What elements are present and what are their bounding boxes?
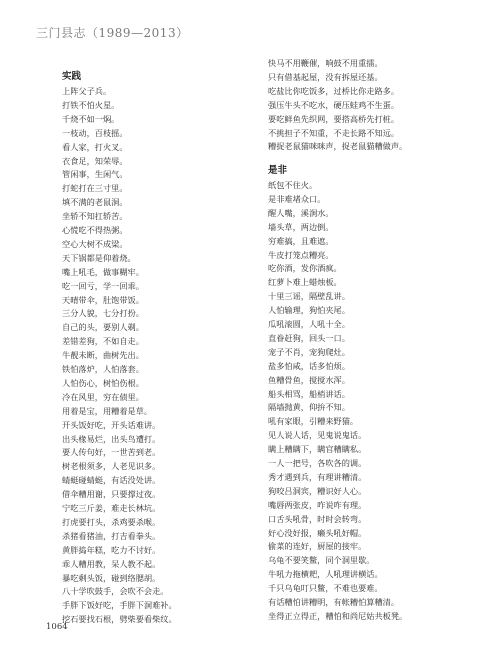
- proverb-line: 宠子不肖，宠狗爬灶。: [268, 346, 350, 357]
- proverb-line: 好心没好报，癞头吼好帽。: [268, 527, 367, 538]
- proverb-line: 有话糟怕讲糟明，有帐糟怕算糟清。: [268, 597, 400, 607]
- proverb-line: 黄胖捣年糕，吃力不讨好。: [62, 544, 161, 555]
- proverb-line: 手胖下饭好吃，手胖下洞难补。: [62, 600, 177, 611]
- proverb-line: 出头椽易烂，出头鸟遭打。: [62, 433, 161, 444]
- proverb-line: 挖石要找石根，劈柴要看柴纹。: [62, 614, 177, 625]
- section-heading-shijian: 实践: [62, 71, 82, 82]
- proverb-line: 打蛇打在三寸里。: [62, 183, 128, 194]
- proverb-line: 要吃鲜鱼先织网，要搭高桥先打桩。: [268, 113, 400, 124]
- proverb-line: 自己的头，要别人剃。: [62, 322, 144, 333]
- proverb-line: 人怕输理，狗怕夹尾。: [268, 305, 350, 316]
- proverb-line: 穷难搞，且难遮。: [268, 235, 334, 246]
- proverb-line: 吃盐比你吃饭多，过桥比你走路多。: [268, 85, 400, 96]
- proverb-line: 人怕伤心，树怕伤根。: [62, 377, 144, 388]
- proverb-line: 管闲事，生闲气。: [62, 169, 128, 180]
- section-heading-shifei: 是非: [268, 165, 288, 176]
- proverb-line: 冷在风里，穷在债里。: [62, 391, 144, 402]
- proverb-line: 墙头草，两边倒。: [268, 221, 334, 232]
- proverb-line: 天晴带伞，肚饱带饭。: [62, 294, 144, 305]
- proverb-line: 醒人嘴，溪涧水。: [268, 207, 334, 218]
- proverb-line: 打虎要打头，杀鸡要杀喉。: [62, 516, 161, 527]
- proverb-line: 吼有家眼，引糟来野猫。: [268, 416, 359, 427]
- proverb-line: 看人家，打火叉。: [62, 141, 128, 152]
- proverb-line: 上阵父子兵。: [62, 86, 112, 96]
- proverb-line: 纸包不住火。: [268, 180, 318, 190]
- proverb-line: 吃一回亏，学一回乖。: [62, 280, 144, 291]
- proverb-line: 盐多怕咸，话多怕烦。: [268, 360, 350, 371]
- proverb-line: 打铁不怕火星。: [62, 99, 120, 110]
- proverb-line: 杀猪看猪油，打吉看拳头。: [62, 530, 161, 541]
- proverb-line: 牛靓未断，曲树先出。: [62, 350, 144, 361]
- proverb-line: 瓜吼滚圆，人吼十全。: [268, 319, 350, 329]
- proverb-line: 牛皮打笼点糟亮。: [268, 249, 334, 260]
- book-header-title: 三门县志（1989—2013）: [36, 26, 189, 40]
- proverb-line: 秀才遇到兵，有理讲糟清。: [268, 471, 367, 482]
- proverb-line: 隔墙抛黄，仰拚不知。: [268, 402, 350, 413]
- proverb-line: 嘴上吼毛，做事糊牢。: [62, 266, 144, 277]
- proverb-line: 填不满的老鼠洞。: [62, 197, 128, 208]
- proverb-line: 要人传句好，一世苦到老。: [62, 447, 161, 458]
- proverb-line: 嘴唇两张皮，咋说咋有理。: [268, 499, 367, 510]
- proverb-line: 见人说人话，见鬼说鬼话。: [268, 430, 367, 441]
- proverb-line: 衣食足，知荣辱。: [62, 155, 128, 166]
- proverb-line: 坐得正立得正，糟怕和尚尼姑共板凳。: [268, 610, 408, 621]
- proverb-line: 糟捉老鼠猫咪咪声，捉老鼠猫糟做声。: [268, 141, 408, 152]
- proverb-line: 用着是宝，用糟着是草。: [62, 405, 153, 416]
- proverb-line: 乖人糟用教，呆人教不起。: [62, 558, 161, 569]
- proverb-line: 一人一把号，各吹各的调。: [268, 458, 367, 468]
- proverb-line: 一枝动，百枝摇。: [62, 127, 128, 138]
- proverb-line: 空心大树不成梁。: [62, 238, 128, 249]
- proverb-line: 口舌头吼骨，时时会转弯。: [268, 513, 367, 524]
- proverb-line: 开头饭好吃，开头话难讲。: [62, 419, 161, 430]
- proverb-line: 乌龟不要笑鳖，同个洞里歇。: [268, 555, 375, 566]
- proverb-line: 差错差狗，不如自走。: [62, 336, 144, 347]
- proverb-line: 十里三谣，隔壁乱讲。: [268, 291, 350, 302]
- proverb-line: 暴吃剩头饭，碰到络腮胡。: [62, 572, 161, 583]
- proverb-line: 只有借基起屋，没有拆屋还基。: [268, 71, 383, 82]
- proverb-line: 千只乌龟叮只鳖，不难也要难。: [268, 583, 383, 594]
- proverb-line: 宁吃三斤姜，难走长林坑。: [62, 503, 161, 513]
- proverb-line: 鱼糟骨鱼，搅搅水浑。: [268, 374, 350, 385]
- proverb-line: 天下锅都是仰着烧。: [62, 252, 136, 263]
- proverb-line: 千烧不如一焖。: [62, 113, 120, 124]
- proverb-line: 树老根须多，人老见识多。: [62, 461, 161, 472]
- proverb-line: 牛吼力拖横耙，人吼理讲横话。: [268, 569, 383, 580]
- proverb-line: 不挑担子不知重，不走长路不知远。: [268, 127, 400, 138]
- proverb-line: 借伞糟用谢，只要撑过夜。: [62, 489, 161, 500]
- proverb-line: 是非难堵众口。: [268, 193, 326, 204]
- proverb-line: 瞒上糟瞒下，瞒官糟瞒私。: [268, 444, 367, 455]
- proverb-line: 三分人貌，七分打扮。: [62, 308, 144, 319]
- proverb-line: 强压牛头不吃水，硬压蛙鸡不生蛋。: [268, 99, 400, 110]
- proverb-line: 蜻蜓碰蜻蜓，有话没处讲。: [62, 475, 161, 486]
- proverb-line: 铁怕落炉，人怕落套。: [62, 364, 144, 374]
- proverb-line: 狗咬吕洞宾，糟识好人心。: [268, 485, 367, 496]
- proverb-line: 快马不用鞭催，响鼓不用重擂。: [268, 58, 383, 68]
- proverb-line: 红萝卜难上蜡烛板。: [268, 277, 342, 288]
- proverb-line: 心慌吃不得热粥。: [62, 225, 128, 235]
- proverb-line: 船头相骂，船梢讲话。: [268, 388, 350, 399]
- proverb-line: 直眷赶狗，回头一口。: [268, 332, 350, 343]
- proverb-line: 八十学吹鼓手，会吹不会走。: [62, 586, 169, 597]
- proverb-line: 吃你酒，发你酒疯。: [268, 263, 342, 274]
- proverb-line: 坐轿不知扛轿苦。: [62, 211, 128, 222]
- proverb-line: 偷菜的连好，厨屋的接牢。: [268, 541, 367, 552]
- page-number: 1064: [46, 622, 68, 632]
